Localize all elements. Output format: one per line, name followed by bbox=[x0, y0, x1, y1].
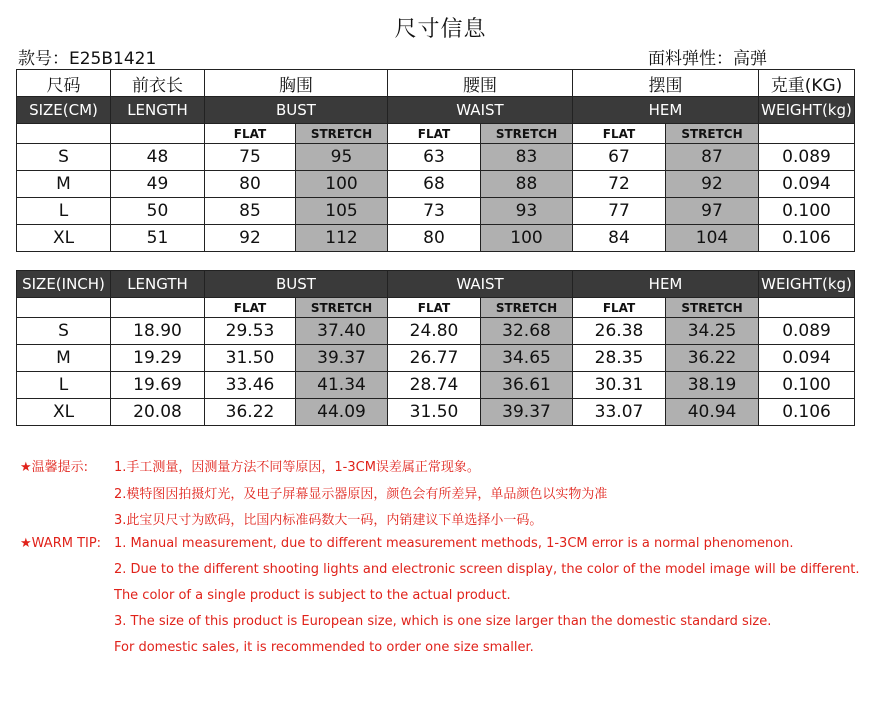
size-cell: XL bbox=[17, 399, 111, 426]
size-cell: M bbox=[17, 171, 111, 198]
value-cell: 92 bbox=[666, 171, 759, 198]
value-cell: 83 bbox=[481, 144, 573, 171]
header-waist-cn: 腰围 bbox=[388, 70, 573, 97]
value-cell: 95 bbox=[296, 144, 388, 171]
value-cell: 80 bbox=[205, 171, 296, 198]
sub-stretch: STRETCH bbox=[666, 124, 759, 144]
sub-empty bbox=[759, 124, 855, 144]
value-cell: 0.094 bbox=[759, 171, 855, 198]
header-bust-cn: 胸围 bbox=[205, 70, 388, 97]
header-bust: BUST bbox=[205, 97, 388, 124]
sub-header-row bbox=[17, 298, 855, 318]
value-cell: 67 bbox=[573, 144, 666, 171]
value-cell: 18.90 bbox=[111, 318, 205, 345]
value-cell: 104 bbox=[666, 225, 759, 252]
value-cell: 39.37 bbox=[296, 345, 388, 372]
value-cell: 0.089 bbox=[759, 144, 855, 171]
tip-cn-line: 1.手工测量，因测量方法不同等原因，1-3CM误差属正常现象。 bbox=[114, 460, 480, 475]
tip-cn-line: 2.模特图因拍摄灯光，及电子屏幕显示器原因，颜色会有所差异，单品颜色以实物为准 bbox=[114, 487, 608, 502]
header-bust: BUST bbox=[205, 271, 388, 298]
sub-flat: FLAT bbox=[573, 298, 666, 318]
en-header-row bbox=[17, 271, 855, 298]
header-waist: WAIST bbox=[388, 271, 573, 298]
sub-stretch: STRETCH bbox=[296, 298, 388, 318]
value-cell: 88 bbox=[481, 171, 573, 198]
sub-flat: FLAT bbox=[573, 124, 666, 144]
tip-en-line: 3. The size of this product is European size, which is one size larger than the domestic standard size. bbox=[114, 614, 772, 629]
value-cell: 100 bbox=[481, 225, 573, 252]
value-cell: 20.08 bbox=[111, 399, 205, 426]
value-cell: 34.65 bbox=[481, 345, 573, 372]
value-cell: 39.37 bbox=[481, 399, 573, 426]
value-cell: 30.31 bbox=[573, 372, 666, 399]
sub-empty bbox=[111, 298, 205, 318]
value-cell: 36.22 bbox=[205, 399, 296, 426]
value-cell: 41.34 bbox=[296, 372, 388, 399]
value-cell: 87 bbox=[666, 144, 759, 171]
sub-stretch: STRETCH bbox=[296, 124, 388, 144]
sub-stretch: STRETCH bbox=[481, 124, 573, 144]
sub-empty bbox=[111, 124, 205, 144]
value-cell: 40.94 bbox=[666, 399, 759, 426]
value-cell: 37.40 bbox=[296, 318, 388, 345]
value-cell: 51 bbox=[111, 225, 205, 252]
value-cell: 26.77 bbox=[388, 345, 481, 372]
sub-empty bbox=[17, 124, 111, 144]
header-length: LENGTH bbox=[111, 271, 205, 298]
table-row bbox=[17, 399, 855, 426]
value-cell: 84 bbox=[573, 225, 666, 252]
value-cell: 0.106 bbox=[759, 399, 855, 426]
value-cell: 72 bbox=[573, 171, 666, 198]
size-cell: L bbox=[17, 372, 111, 399]
table-row bbox=[17, 372, 855, 399]
value-cell: 105 bbox=[296, 198, 388, 225]
value-cell: 36.61 bbox=[481, 372, 573, 399]
header-size: SIZE(INCH) bbox=[17, 271, 111, 298]
cm-rows bbox=[17, 144, 855, 252]
value-cell: 33.07 bbox=[573, 399, 666, 426]
tip-en-line: 1. Manual measurement, due to different measurement methods, 1-3CM error is a normal phenomenon. bbox=[114, 536, 794, 551]
value-cell: 112 bbox=[296, 225, 388, 252]
value-cell: 80 bbox=[388, 225, 481, 252]
size-table-inch bbox=[16, 270, 855, 426]
inch-rows bbox=[17, 318, 855, 426]
sub-empty bbox=[759, 298, 855, 318]
page-title: 尺寸信息 bbox=[394, 17, 487, 42]
value-cell: 73 bbox=[388, 198, 481, 225]
value-cell: 24.80 bbox=[388, 318, 481, 345]
value-cell: 48 bbox=[111, 144, 205, 171]
value-cell: 44.09 bbox=[296, 399, 388, 426]
value-cell: 93 bbox=[481, 198, 573, 225]
header-size-cn: 尺码 bbox=[17, 70, 111, 97]
value-cell: 31.50 bbox=[388, 399, 481, 426]
sub-flat: FLAT bbox=[388, 298, 481, 318]
tip-cn-line: 3.此宝贝尺寸为欧码，比国内标准码数大一码，内销建议下单选择小一码。 bbox=[114, 513, 543, 528]
value-cell: 36.22 bbox=[666, 345, 759, 372]
value-cell: 19.69 bbox=[111, 372, 205, 399]
value-cell: 75 bbox=[205, 144, 296, 171]
sub-flat: FLAT bbox=[388, 124, 481, 144]
fabric-elasticity: 面料弹性：高弹 bbox=[648, 49, 767, 69]
header-hem: HEM bbox=[573, 271, 759, 298]
size-cell: S bbox=[17, 318, 111, 345]
value-cell: 63 bbox=[388, 144, 481, 171]
value-cell: 33.46 bbox=[205, 372, 296, 399]
sub-stretch: STRETCH bbox=[481, 298, 573, 318]
value-cell: 0.089 bbox=[759, 318, 855, 345]
value-cell: 0.106 bbox=[759, 225, 855, 252]
header-weight: WEIGHT(kg) bbox=[759, 97, 855, 124]
value-cell: 49 bbox=[111, 171, 205, 198]
value-cell: 26.38 bbox=[573, 318, 666, 345]
tip-en-line: For domestic sales, it is recommended to order one size smaller. bbox=[114, 640, 534, 655]
size-cell: XL bbox=[17, 225, 111, 252]
value-cell: 0.100 bbox=[759, 198, 855, 225]
value-cell: 50 bbox=[111, 198, 205, 225]
table-row bbox=[17, 198, 855, 225]
table-row bbox=[17, 345, 855, 372]
size-cell: M bbox=[17, 345, 111, 372]
sub-empty bbox=[17, 298, 111, 318]
en-header-row bbox=[17, 97, 855, 124]
table-row bbox=[17, 318, 855, 345]
table-row bbox=[17, 225, 855, 252]
value-cell: 19.29 bbox=[111, 345, 205, 372]
tip-en-line: The color of a single product is subject to the actual product. bbox=[114, 588, 511, 603]
tip-label-en: ★WARM TIP: bbox=[20, 536, 102, 551]
sub-header-row bbox=[17, 124, 855, 144]
header-size: SIZE(CM) bbox=[17, 97, 111, 124]
header-hem-cn: 摆围 bbox=[573, 70, 759, 97]
table-row bbox=[17, 144, 855, 171]
style-number: 款号：E25B1421 bbox=[18, 49, 157, 69]
value-cell: 100 bbox=[296, 171, 388, 198]
header-weight-cn: 克重(KG) bbox=[759, 70, 855, 97]
value-cell: 68 bbox=[388, 171, 481, 198]
value-cell: 0.094 bbox=[759, 345, 855, 372]
value-cell: 28.74 bbox=[388, 372, 481, 399]
value-cell: 0.100 bbox=[759, 372, 855, 399]
header-length: LENGTH bbox=[111, 97, 205, 124]
tip-label-cn: ★温馨提示: bbox=[20, 460, 89, 475]
size-cell: S bbox=[17, 144, 111, 171]
tip-en-line: 2. Due to the different shooting lights and electronic screen display, the color of the model image will be different. bbox=[114, 562, 860, 577]
sub-flat: FLAT bbox=[205, 124, 296, 144]
header-hem: HEM bbox=[573, 97, 759, 124]
table-row bbox=[17, 171, 855, 198]
header-waist: WAIST bbox=[388, 97, 573, 124]
value-cell: 77 bbox=[573, 198, 666, 225]
sub-flat: FLAT bbox=[205, 298, 296, 318]
header-weight: WEIGHT(kg) bbox=[759, 271, 855, 298]
size-cell: L bbox=[17, 198, 111, 225]
value-cell: 34.25 bbox=[666, 318, 759, 345]
value-cell: 31.50 bbox=[205, 345, 296, 372]
header-length-cn: 前衣长 bbox=[111, 70, 205, 97]
value-cell: 97 bbox=[666, 198, 759, 225]
value-cell: 92 bbox=[205, 225, 296, 252]
value-cell: 29.53 bbox=[205, 318, 296, 345]
sub-stretch: STRETCH bbox=[666, 298, 759, 318]
value-cell: 28.35 bbox=[573, 345, 666, 372]
value-cell: 32.68 bbox=[481, 318, 573, 345]
size-table-cm bbox=[16, 69, 855, 252]
value-cell: 85 bbox=[205, 198, 296, 225]
value-cell: 38.19 bbox=[666, 372, 759, 399]
cn-header-row bbox=[17, 70, 855, 97]
